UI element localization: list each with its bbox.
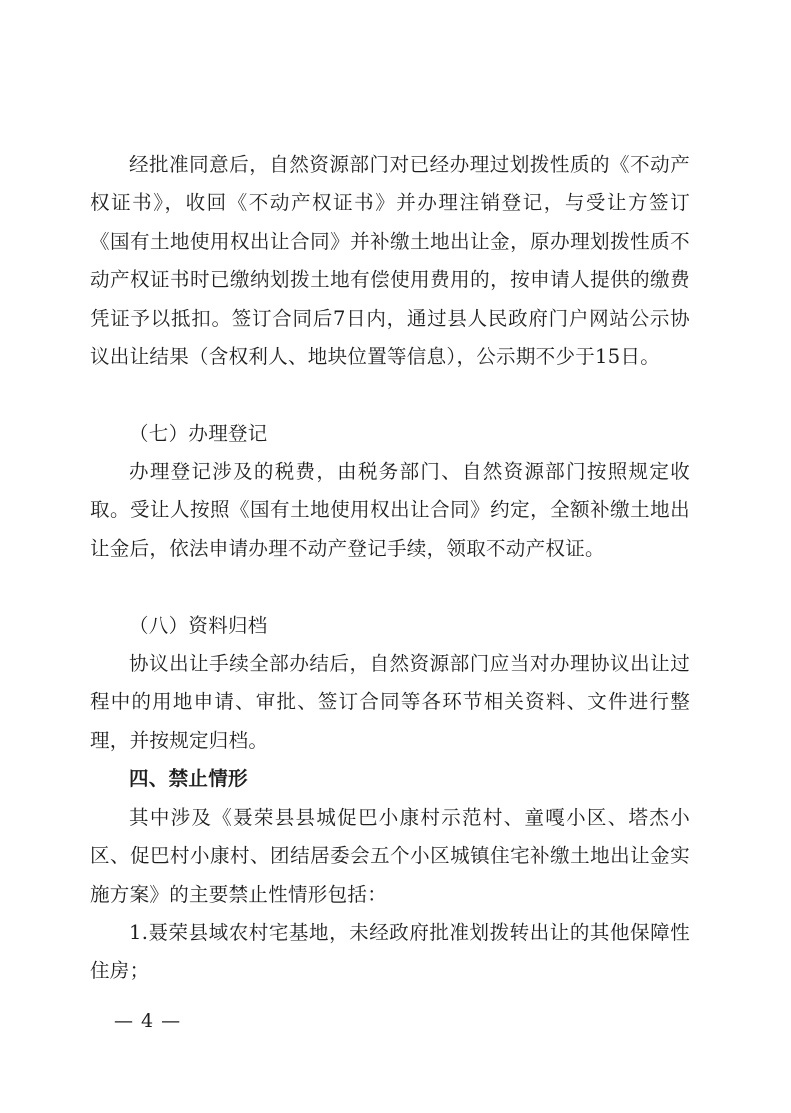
section-heading-prohibited-cases: 四、禁止情形 (129, 767, 248, 790)
document-page (90, 0, 690, 1113)
paragraph-prohibited-item-1: 1.聂荣县域农村宅基地，未经政府批准划拨转出让的其他保障性住房； (90, 921, 690, 983)
paragraph-archiving: 协议出让手续全部办结后，自然资源部门应当对办理协议出让过程中的用地申请、审批、签订合同等各环节相关资料、文件进行整理，并按规定归档。 (90, 652, 690, 752)
paragraph-prohibited-intro: 其中涉及《聂荣县县城促巴小康村示范村、童嘎小区、塔杰小区、促巴村小康村、团结居委会五个小区城镇住宅补缴土地出让金实施方案》的主要禁止性情形包括： (90, 806, 690, 906)
paragraph-approval-process: 经批准同意后，自然资源部门对已经办理过划拨性质的《不动产权证书》，收回《不动产权证书》并办理注销登记，与受让方签订《国有土地使用权出让合同》并补缴土地出让金，原办理划拨性质不动产权证书时已缴纳划拨土地有偿使用费用的，按申请人提供的缴费凭证予以抵扣。签订合同后7日内，通过县人民政府门户网站公示协议出让结果（含权利人、地块位置等信息），公示期不少于15日。 (90, 153, 690, 369)
paragraph-registration: 办理登记涉及的税费，由税务部门、自然资源部门按照规定收取。受让人按照《国有土地使用权出让合同》约定，全额补缴土地出让金后，依法申请办理不动产登记手续，领取不动产权证。 (90, 460, 690, 560)
page-number: — 4 — (114, 1010, 182, 1032)
section-heading-registration: （七）办理登记 (129, 422, 268, 445)
section-heading-archiving: （八）资料归档 (129, 614, 268, 637)
